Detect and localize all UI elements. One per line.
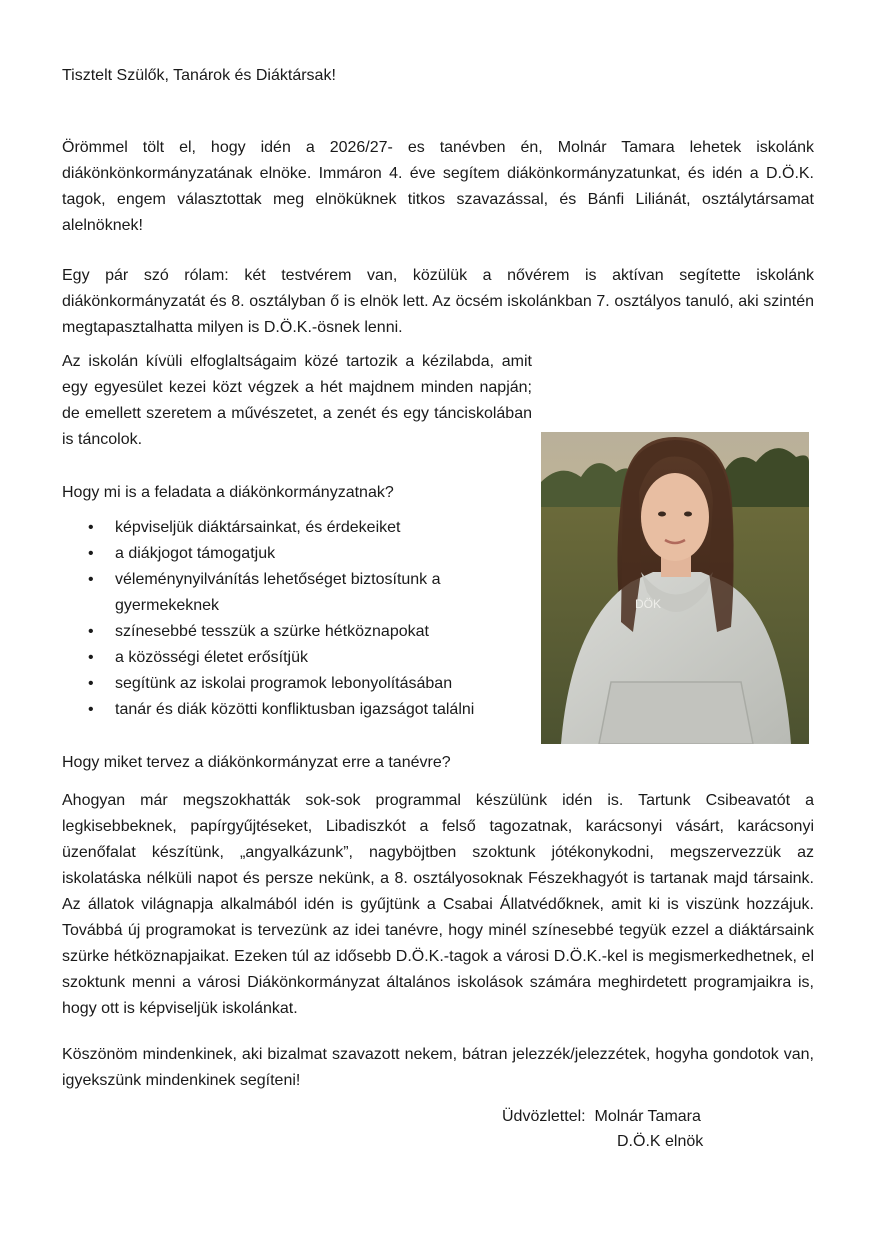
list-item-text: a közösségi életet erősítjük <box>115 649 308 666</box>
list-item <box>62 645 532 671</box>
list-item-text: a diákjogot támogatjuk <box>115 545 276 562</box>
intro-paragraph: Örömmel tölt el, hogy idén a 2026/27- es tanévben én, Molnár Tamara lehetek iskolánk diákönkönkormányzatának elnöke. Immáron 4. éve segítem diákönkormányzatunkat, és idén a D.Ö.K. tagok, engem választottak meg elnöküknek titkos szavazással, és Bánfi Liliánát, osztálytársamat alelnöknek! <box>62 139 814 234</box>
list-item-text: színesebbé tesszük a szürke hétköznapokat <box>115 623 429 640</box>
bullet-icon: • <box>88 675 94 692</box>
list-item-text: tanár és diák közötti konfliktusban igazságot találni <box>115 701 475 718</box>
signature-line: Üdvözlettel: Molnár Tamara <box>502 1108 701 1125</box>
hoodie-pocket <box>599 682 753 744</box>
bullet-icon: • <box>88 545 94 562</box>
eye-left <box>658 512 666 517</box>
letter-greeting: Tisztelt Szülők, Tanárok és Diáktársak! <box>62 67 336 84</box>
portrait-photo <box>541 432 809 744</box>
list-item <box>62 697 532 723</box>
bullet-icon: • <box>88 701 94 718</box>
bullet-icon: • <box>88 649 94 666</box>
bullet-icon: • <box>88 519 94 536</box>
plans-paragraph: Ahogyan már megszokhatták sok-sok programmal készülünk idén is. Tartunk Csibeavatót a legkisebbeknek, papírgyűjtéseket, Libadiszkót a felső tagozatnak, karácsonyi vásárt, karácsonyi üzenőfalat készítünk, „angyalkázunk”, nagyböjtben szoktunk jótékonykodni, megszervezzük az iskolatáska nélküli napot és persze nekünk, a 8. osztályosoknak Fészekhagyót is tartanak majd társaink. Az állatok világnapja alkalmából idén is gyűjtünk a Csabai Állatvédőknek, amit ki is viszünk hozzájuk. Továbbá új programokat is tervezünk az idei tanévre, hogy minél színesebbé tegyük ezzel a diáktársaink szürke hétköznapjaikat. Ezeken túl az idősebb D.Ö.K.-tagok a városi D.Ö.K.-kel is megismerkedhetnek, el szoktunk menni a városi Diákönkormányzat általános iskolások számára meghirdetett programjaikra is, hogy ott is képviseljük iskolánkat. <box>62 792 814 1017</box>
list-item-text: segítünk az iskolai programok lebonyolításában <box>115 675 453 692</box>
list-item <box>62 671 532 697</box>
signature-title: D.Ö.K elnök <box>617 1133 704 1150</box>
duties-list <box>62 515 532 723</box>
list-item <box>62 515 532 541</box>
about-paragraph: Egy pár szó rólam: két testvérem van, közülük a nővérem is aktívan segítette iskolánk diákönkormányzatát és 8. osztályban ő is elnök lett. Az öcsém iskolánkban 7. osztályos tanuló, aki szintén megtapasztalhatta milyen is D.Ö.K.-ösnek lenni. <box>62 267 814 336</box>
bullet-icon: • <box>88 571 94 588</box>
list-item <box>62 619 532 645</box>
hoodie-print: DÖK <box>635 597 662 611</box>
question-plans-heading: Hogy miket tervez a diákönkormányzat erre a tanévre? <box>62 754 451 771</box>
list-item-text: képviseljük diáktársainkat, és érdekeiket <box>115 519 401 536</box>
eye-right <box>684 512 692 517</box>
hobbies-paragraph: Az iskolán kívüli elfoglaltságaim közé tartozik a kézilabda, amit egy egyesület kezei közt végzek a hét majdnem minden napján; de emellett szeretem a művészetet, a zenét és egy tánciskolában is táncolok. <box>62 353 532 448</box>
thanks-paragraph: Köszönöm mindenkinek, aki bizalmat szavazott nekem, bátran jelezzék/jelezzétek, hogyha gondotok van, igyekszünk mindenkinek segíteni! <box>62 1046 814 1089</box>
list-item <box>62 567 532 619</box>
question-task-heading: Hogy mi is a feladata a diákönkormányzatnak? <box>62 484 394 501</box>
list-item-text: véleménynyilvánítás lehetőséget biztosítunk a gyermekeknek <box>115 571 441 614</box>
bullet-icon: • <box>88 623 94 640</box>
list-item <box>62 541 532 567</box>
face <box>641 473 709 561</box>
